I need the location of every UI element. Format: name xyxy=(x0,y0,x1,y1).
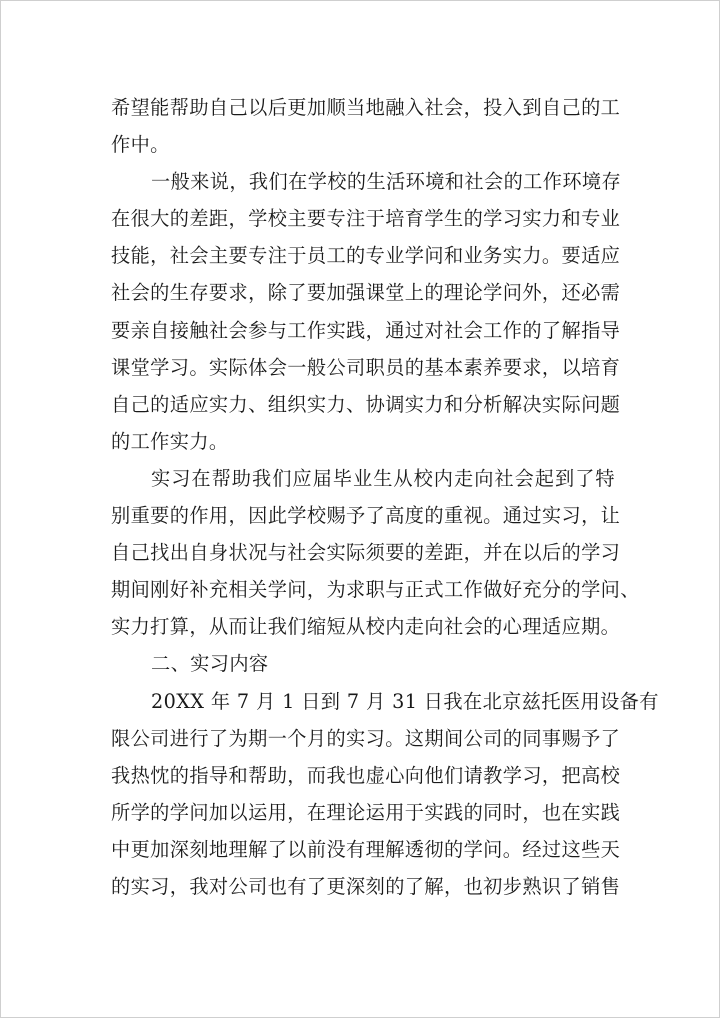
text-line: 实习在帮助我们应届毕业生从校内走向社会起到了特 xyxy=(151,466,615,490)
document-body xyxy=(111,89,659,905)
text-line: 20XX 年 7 月 1 日到 7 月 31 日我在北京兹托医用设备有 xyxy=(151,689,659,713)
text-line: 的工作实力。 xyxy=(111,429,229,453)
text-line: 实力打算，从而让我们缩短从校内走向社会的心理适应期。 xyxy=(111,615,621,639)
text-line: 我热忱的指导和帮助，而我也虚心向他们请教学习，把高校 xyxy=(111,763,621,787)
text-line: 别重要的作用，因此学校赐予了高度的重视。通过实习，让 xyxy=(111,504,621,528)
text-line: 自己的适应实力、组织实力、协调实力和分析解决实际问题 xyxy=(111,392,621,416)
text-line: 在很大的差距，学校主要专注于培育学生的学习实力和专业 xyxy=(111,207,621,231)
text-line: 技能，社会主要专注于员工的专业学问和业务实力。要适应 xyxy=(111,244,621,268)
text-line: 一般来说，我们在学校的生活环境和社会的工作环境存 xyxy=(151,170,622,194)
text-line: 自己找出自身状况与社会实际须要的差距，并在以后的学习 xyxy=(111,541,621,565)
text-line: 作中。 xyxy=(111,133,170,157)
text-line: 要亲自接触社会参与工作实践，通过对社会工作的了解指导 xyxy=(111,318,621,342)
text-line: 所学的学问加以运用，在理论运用于实践的同时，也在实践 xyxy=(111,800,621,824)
text-line: 中更加深刻地理解了以前没有理解透彻的学问。经过这些天 xyxy=(111,837,621,861)
text-line: 社会的生存要求，除了要加强课堂上的理论学问外，还必需 xyxy=(111,281,621,305)
text-line: 课堂学习。实际体会一般公司职员的基本素养要求，以培育 xyxy=(111,355,621,379)
section-heading: 二、实习内容 xyxy=(151,652,269,676)
text-line: 期间刚好补充相关学问，为求职与正式工作做好充分的学问、 xyxy=(111,578,640,602)
text-line: 希望能帮助自己以后更加顺当地融入社会，投入到自己的工 xyxy=(111,96,621,119)
text-line: 限公司进行了为期一个月的实习。这期间公司的同事赐予了 xyxy=(111,726,621,750)
text-line: 的实习，我对公司也有了更深刻的了解，也初步熟识了销售 xyxy=(111,874,621,898)
